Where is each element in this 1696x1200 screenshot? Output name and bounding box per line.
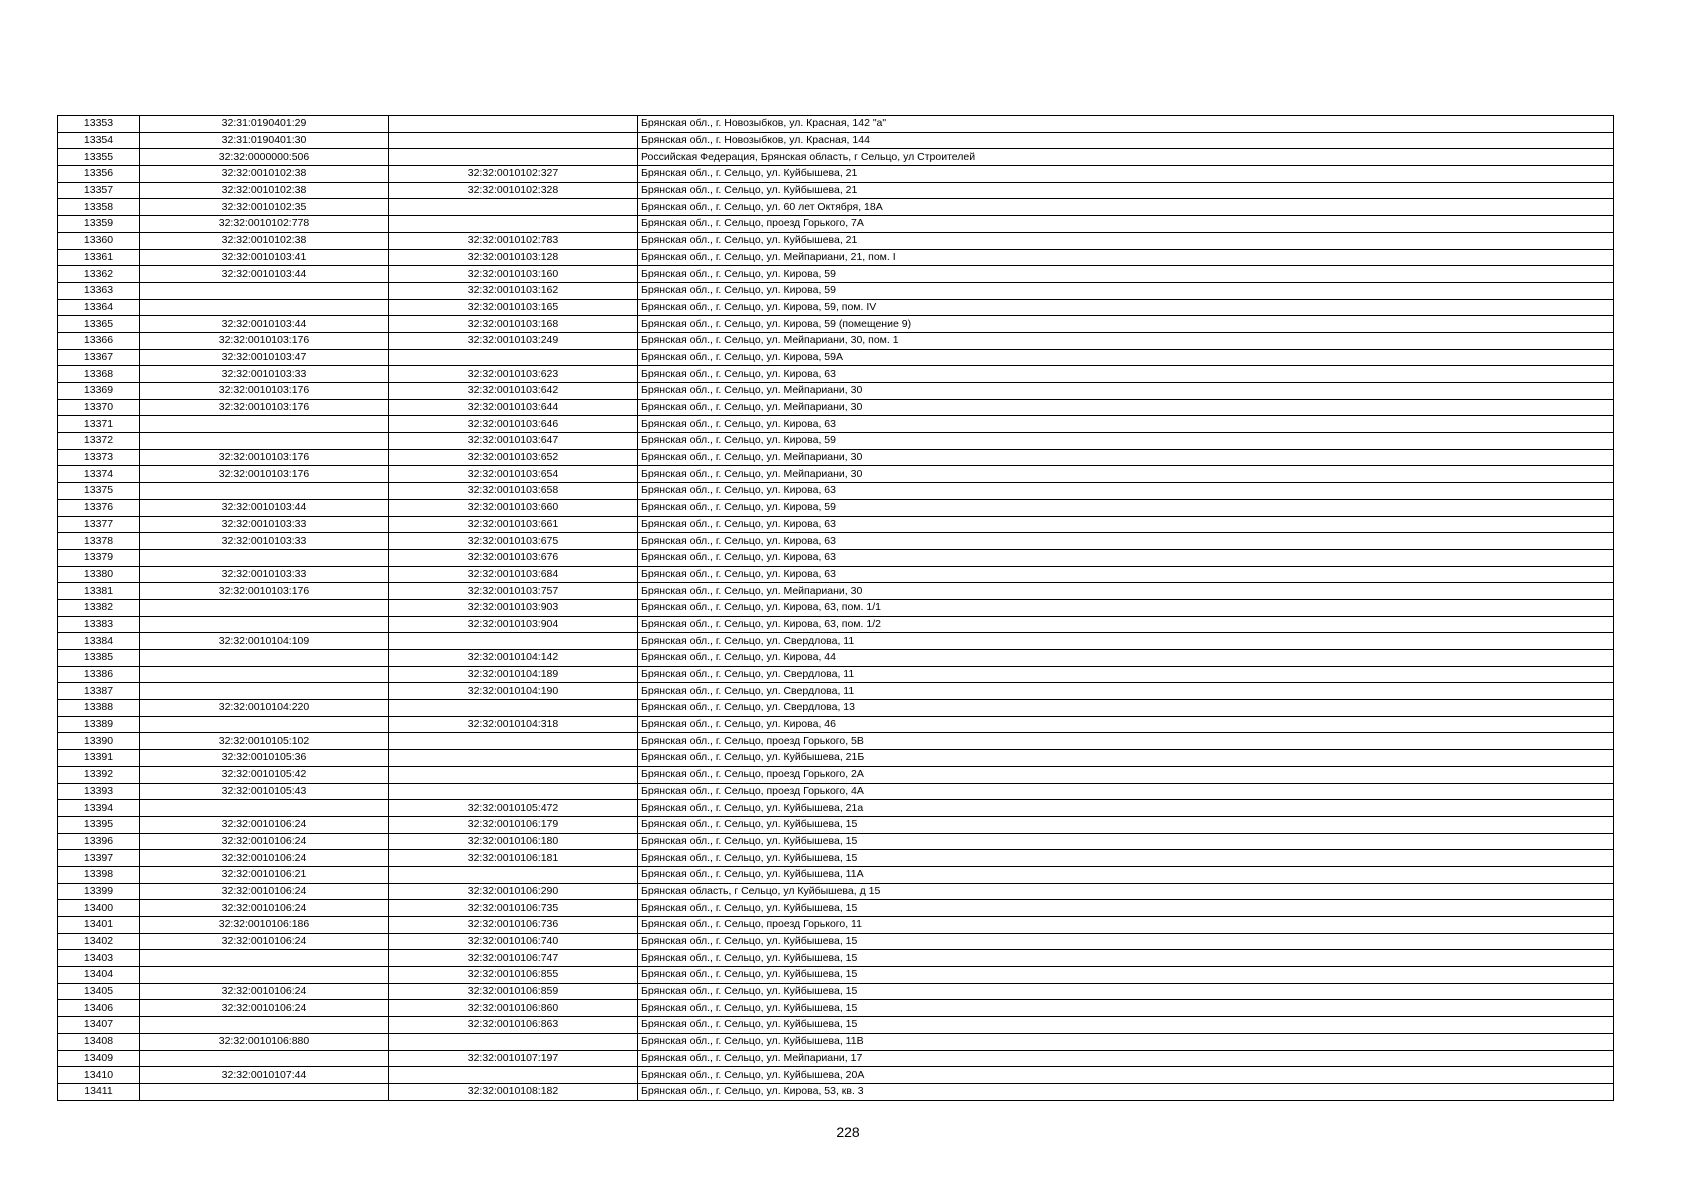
- address-cell: Брянская область, г Сельцо, ул Куйбышева, д 15: [638, 883, 1614, 900]
- row-number-cell: 13373: [58, 449, 140, 466]
- cadastral-number-cell: [389, 766, 638, 783]
- page-number: 228: [836, 1124, 860, 1140]
- cadastral-number-cell: 32:32:0010103:757: [389, 583, 638, 600]
- parent-cadastral-number-cell: 32:32:0010103:33: [140, 566, 389, 583]
- cadastral-number-cell: 32:32:0010106:740: [389, 933, 638, 950]
- table-row: [58, 182, 1614, 199]
- parent-cadastral-number-cell: 32:32:0010106:24: [140, 933, 389, 950]
- parent-cadastral-number-cell: 32:32:0010103:176: [140, 383, 389, 400]
- table-row: [58, 1000, 1614, 1017]
- parent-cadastral-number-cell: [140, 666, 389, 683]
- row-number-cell: 13359: [58, 216, 140, 233]
- table-row: [58, 499, 1614, 516]
- address-cell: Брянская обл., г. Сельцо, ул. Кирова, 59, пом. IV: [638, 299, 1614, 316]
- parent-cadastral-number-cell: [140, 800, 389, 817]
- address-cell: Брянская обл., г. Сельцо, ул. Кирова, 59А: [638, 349, 1614, 366]
- row-number-cell: 13399: [58, 883, 140, 900]
- parent-cadastral-number-cell: 32:32:0010102:38: [140, 232, 389, 249]
- parent-cadastral-number-cell: [140, 549, 389, 566]
- row-number-cell: 13356: [58, 166, 140, 183]
- address-cell: Брянская обл., г. Сельцо, ул. Кирова, 63: [638, 483, 1614, 500]
- address-cell: Брянская обл., г. Сельцо, ул. Кирова, 59: [638, 499, 1614, 516]
- address-cell: Брянская обл., г. Сельцо, ул. Мейпариани, 30: [638, 383, 1614, 400]
- address-cell: Брянская обл., г. Сельцо, ул. Куйбышева, 15: [638, 816, 1614, 833]
- parent-cadastral-number-cell: 32:31:0190401:29: [140, 116, 389, 133]
- cadastral-number-cell: [389, 199, 638, 216]
- cadastral-number-cell: 32:32:0010103:160: [389, 266, 638, 283]
- cadastral-number-cell: 32:32:0010106:180: [389, 833, 638, 850]
- cadastral-number-cell: 32:32:0010103:903: [389, 599, 638, 616]
- parent-cadastral-number-cell: 32:32:0010105:42: [140, 766, 389, 783]
- cadastral-number-cell: 32:32:0010106:747: [389, 950, 638, 967]
- parent-cadastral-number-cell: [140, 1050, 389, 1067]
- address-cell: Брянская обл., г. Сельцо, ул. Куйбышева, 11В: [638, 1033, 1614, 1050]
- parent-cadastral-number-cell: [140, 282, 389, 299]
- parent-cadastral-number-cell: 32:32:0010102:35: [140, 199, 389, 216]
- address-cell: Брянская обл., г. Сельцо, ул. Куйбышева, 21: [638, 232, 1614, 249]
- table-row: [58, 733, 1614, 750]
- address-cell: Брянская обл., г. Сельцо, ул. Кирова, 59: [638, 266, 1614, 283]
- cadastral-number-cell: 32:32:0010103:676: [389, 549, 638, 566]
- address-cell: Брянская обл., г. Сельцо, ул. Мейпариани, 30, пом. 1: [638, 332, 1614, 349]
- cadastral-number-cell: 32:32:0010103:684: [389, 566, 638, 583]
- table-row: [58, 800, 1614, 817]
- row-number-cell: 13360: [58, 232, 140, 249]
- cadastral-number-cell: 32:32:0010108:182: [389, 1083, 638, 1100]
- row-number-cell: 13385: [58, 650, 140, 667]
- row-number-cell: 13371: [58, 416, 140, 433]
- parent-cadastral-number-cell: 32:32:0010102:38: [140, 182, 389, 199]
- row-number-cell: 13394: [58, 800, 140, 817]
- row-number-cell: 13364: [58, 299, 140, 316]
- address-cell: Брянская обл., г. Сельцо, ул. Куйбышева, 21: [638, 166, 1614, 183]
- table-row: [58, 866, 1614, 883]
- table-row: [58, 533, 1614, 550]
- row-number-cell: 13386: [58, 666, 140, 683]
- row-number-cell: 13407: [58, 1017, 140, 1034]
- address-cell: Брянская обл., г. Сельцо, ул. 60 лет Октября, 18А: [638, 199, 1614, 216]
- address-cell: Брянская обл., г. Сельцо, ул. Кирова, 59 (помещение 9): [638, 316, 1614, 333]
- row-number-cell: 13363: [58, 282, 140, 299]
- row-number-cell: 13402: [58, 933, 140, 950]
- parent-cadastral-number-cell: 32:32:0010104:220: [140, 700, 389, 717]
- row-number-cell: 13374: [58, 466, 140, 483]
- row-number-cell: 13392: [58, 766, 140, 783]
- table-row: [58, 850, 1614, 867]
- cadastral-number-cell: 32:32:0010102:783: [389, 232, 638, 249]
- address-cell: Брянская обл., г. Сельцо, ул. Мейпариани, 30: [638, 466, 1614, 483]
- cadastral-number-cell: [389, 216, 638, 233]
- row-number-cell: 13409: [58, 1050, 140, 1067]
- address-cell: Брянская обл., г. Сельцо, ул. Мейпариани, 21, пом. I: [638, 249, 1614, 266]
- parent-cadastral-number-cell: 32:32:0010106:24: [140, 883, 389, 900]
- parent-cadastral-number-cell: 32:32:0010102:38: [140, 166, 389, 183]
- parent-cadastral-number-cell: [140, 299, 389, 316]
- table-row: [58, 116, 1614, 133]
- registry-table: [57, 115, 1614, 1101]
- parent-cadastral-number-cell: 32:32:0010103:176: [140, 449, 389, 466]
- row-number-cell: 13358: [58, 199, 140, 216]
- row-number-cell: 13405: [58, 983, 140, 1000]
- address-cell: Российская Федерация, Брянская область, г Сельцо, ул Строителей: [638, 149, 1614, 166]
- row-number-cell: 13381: [58, 583, 140, 600]
- address-cell: Брянская обл., г. Сельцо, ул. Кирова, 63: [638, 549, 1614, 566]
- cadastral-number-cell: 32:32:0010106:290: [389, 883, 638, 900]
- table-row: [58, 967, 1614, 984]
- cadastral-number-cell: 32:32:0010106:179: [389, 816, 638, 833]
- address-cell: Брянская обл., г. Сельцо, ул. Кирова, 59: [638, 433, 1614, 450]
- address-cell: Брянская обл., г. Сельцо, ул. Кирова, 63: [638, 533, 1614, 550]
- address-cell: Брянская обл., г. Сельцо, ул. Свердлова, 11: [638, 666, 1614, 683]
- table-row: [58, 132, 1614, 149]
- table-row: [58, 282, 1614, 299]
- cadastral-number-cell: 32:32:0010107:197: [389, 1050, 638, 1067]
- parent-cadastral-number-cell: 32:32:0010103:44: [140, 316, 389, 333]
- table-row: [58, 232, 1614, 249]
- cadastral-number-cell: 32:32:0010106:181: [389, 850, 638, 867]
- table-row: [58, 599, 1614, 616]
- row-number-cell: 13384: [58, 633, 140, 650]
- table-row: [58, 766, 1614, 783]
- cadastral-number-cell: [389, 149, 638, 166]
- address-cell: Брянская обл., г. Сельцо, ул. Кирова, 46: [638, 716, 1614, 733]
- cadastral-number-cell: 32:32:0010103:162: [389, 282, 638, 299]
- cadastral-number-cell: 32:32:0010102:328: [389, 182, 638, 199]
- address-cell: Брянская обл., г. Сельцо, ул. Мейпариани, 30: [638, 583, 1614, 600]
- row-number-cell: 13375: [58, 483, 140, 500]
- address-cell: Брянская обл., г. Сельцо, ул. Кирова, 63: [638, 416, 1614, 433]
- address-cell: Брянская обл., г. Сельцо, ул. Кирова, 63, пом. 1/2: [638, 616, 1614, 633]
- address-cell: Брянская обл., г. Сельцо, проезд Горького, 4А: [638, 783, 1614, 800]
- table-row: [58, 299, 1614, 316]
- row-number-cell: 13369: [58, 383, 140, 400]
- parent-cadastral-number-cell: 32:32:0010105:43: [140, 783, 389, 800]
- table-row: [58, 833, 1614, 850]
- parent-cadastral-number-cell: 32:32:0010106:24: [140, 900, 389, 917]
- table-row: [58, 716, 1614, 733]
- parent-cadastral-number-cell: 32:32:0010103:41: [140, 249, 389, 266]
- address-cell: Брянская обл., г. Сельцо, проезд Горького, 5В: [638, 733, 1614, 750]
- cadastral-number-cell: [389, 750, 638, 767]
- row-number-cell: 13362: [58, 266, 140, 283]
- address-cell: Брянская обл., г. Сельцо, ул. Куйбышева, 15: [638, 967, 1614, 984]
- row-number-cell: 13376: [58, 499, 140, 516]
- row-number-cell: 13361: [58, 249, 140, 266]
- cadastral-number-cell: 32:32:0010103:660: [389, 499, 638, 516]
- address-cell: Брянская обл., г. Сельцо, ул. Куйбышева, 15: [638, 933, 1614, 950]
- cadastral-number-cell: 32:32:0010103:165: [389, 299, 638, 316]
- cadastral-number-cell: 32:32:0010105:472: [389, 800, 638, 817]
- row-number-cell: 13404: [58, 967, 140, 984]
- parent-cadastral-number-cell: [140, 683, 389, 700]
- address-cell: Брянская обл., г. Сельцо, ул. Куйбышева, 21: [638, 182, 1614, 199]
- cadastral-number-cell: 32:32:0010102:327: [389, 166, 638, 183]
- table-row: [58, 383, 1614, 400]
- row-number-cell: 13408: [58, 1033, 140, 1050]
- cadastral-number-cell: [389, 116, 638, 133]
- address-cell: Брянская обл., г. Новозыбков, ул. Красная, 144: [638, 132, 1614, 149]
- table-row: [58, 683, 1614, 700]
- cadastral-number-cell: 32:32:0010103:661: [389, 516, 638, 533]
- cadastral-number-cell: 32:32:0010103:644: [389, 399, 638, 416]
- table-row: [58, 349, 1614, 366]
- row-number-cell: 13355: [58, 149, 140, 166]
- cadastral-number-cell: 32:32:0010103:654: [389, 466, 638, 483]
- parent-cadastral-number-cell: [140, 1017, 389, 1034]
- parent-cadastral-number-cell: 32:32:0010106:24: [140, 833, 389, 850]
- parent-cadastral-number-cell: 32:32:0010106:880: [140, 1033, 389, 1050]
- table-row: [58, 816, 1614, 833]
- cadastral-number-cell: [389, 700, 638, 717]
- row-number-cell: 13393: [58, 783, 140, 800]
- address-cell: Брянская обл., г. Сельцо, проезд Горького, 2А: [638, 766, 1614, 783]
- row-number-cell: 13368: [58, 366, 140, 383]
- table-row: [58, 917, 1614, 934]
- parent-cadastral-number-cell: 32:32:0010106:24: [140, 983, 389, 1000]
- address-cell: Брянская обл., г. Сельцо, проезд Горького, 11: [638, 917, 1614, 934]
- address-cell: Брянская обл., г. Сельцо, ул. Кирова, 53, кв. 3: [638, 1083, 1614, 1100]
- address-cell: Брянская обл., г. Сельцо, ул. Свердлова, 11: [638, 633, 1614, 650]
- row-number-cell: 13379: [58, 549, 140, 566]
- table-row: [58, 433, 1614, 450]
- cadastral-number-cell: [389, 783, 638, 800]
- row-number-cell: 13365: [58, 316, 140, 333]
- cadastral-number-cell: [389, 1033, 638, 1050]
- address-cell: Брянская обл., г. Сельцо, ул. Мейпариани, 30: [638, 449, 1614, 466]
- parent-cadastral-number-cell: 32:32:0010104:109: [140, 633, 389, 650]
- parent-cadastral-number-cell: 32:32:0010107:44: [140, 1067, 389, 1084]
- row-number-cell: 13377: [58, 516, 140, 533]
- address-cell: Брянская обл., г. Сельцо, ул. Свердлова, 11: [638, 683, 1614, 700]
- table-row: [58, 1017, 1614, 1034]
- row-number-cell: 13380: [58, 566, 140, 583]
- cadastral-number-cell: [389, 866, 638, 883]
- parent-cadastral-number-cell: [140, 483, 389, 500]
- table-row: [58, 983, 1614, 1000]
- table-row: [58, 1083, 1614, 1100]
- cadastral-number-cell: 32:32:0010103:675: [389, 533, 638, 550]
- row-number-cell: 13357: [58, 182, 140, 199]
- cadastral-number-cell: 32:32:0010106:863: [389, 1017, 638, 1034]
- row-number-cell: 13410: [58, 1067, 140, 1084]
- cadastral-number-cell: 32:32:0010106:860: [389, 1000, 638, 1017]
- row-number-cell: 13354: [58, 132, 140, 149]
- parent-cadastral-number-cell: 32:32:0010106:186: [140, 917, 389, 934]
- address-cell: Брянская обл., г. Сельцо, ул. Куйбышева, 21Б: [638, 750, 1614, 767]
- row-number-cell: 13397: [58, 850, 140, 867]
- parent-cadastral-number-cell: 32:32:0010103:176: [140, 466, 389, 483]
- row-number-cell: 13401: [58, 917, 140, 934]
- registry-table-body: [58, 116, 1614, 1101]
- parent-cadastral-number-cell: [140, 416, 389, 433]
- table-row: [58, 950, 1614, 967]
- table-row: [58, 149, 1614, 166]
- address-cell: Брянская обл., г. Сельцо, ул. Куйбышева, 20А: [638, 1067, 1614, 1084]
- parent-cadastral-number-cell: 32:32:0010106:21: [140, 866, 389, 883]
- cadastral-number-cell: 32:32:0010103:623: [389, 366, 638, 383]
- parent-cadastral-number-cell: 32:32:0010106:24: [140, 816, 389, 833]
- table-row: [58, 266, 1614, 283]
- parent-cadastral-number-cell: 32:32:0010102:778: [140, 216, 389, 233]
- parent-cadastral-number-cell: 32:32:0010103:176: [140, 399, 389, 416]
- row-number-cell: 13390: [58, 733, 140, 750]
- parent-cadastral-number-cell: [140, 716, 389, 733]
- table-row: [58, 416, 1614, 433]
- row-number-cell: 13387: [58, 683, 140, 700]
- row-number-cell: 13372: [58, 433, 140, 450]
- row-number-cell: 13367: [58, 349, 140, 366]
- table-row: [58, 900, 1614, 917]
- cadastral-number-cell: 32:32:0010106:859: [389, 983, 638, 1000]
- row-number-cell: 13406: [58, 1000, 140, 1017]
- table-row: [58, 650, 1614, 667]
- address-cell: Брянская обл., г. Сельцо, ул. Мейпариани, 30: [638, 399, 1614, 416]
- table-row: [58, 1033, 1614, 1050]
- table-row: [58, 666, 1614, 683]
- parent-cadastral-number-cell: 32:32:0010103:33: [140, 366, 389, 383]
- address-cell: Брянская обл., г. Сельцо, ул. Кирова, 44: [638, 650, 1614, 667]
- address-cell: Брянская обл., г. Сельцо, ул. Куйбышева, 15: [638, 900, 1614, 917]
- table-row: [58, 466, 1614, 483]
- cadastral-number-cell: 32:32:0010104:189: [389, 666, 638, 683]
- cadastral-number-cell: [389, 132, 638, 149]
- parent-cadastral-number-cell: 32:32:0010106:24: [140, 1000, 389, 1017]
- row-number-cell: 13403: [58, 950, 140, 967]
- table-row: [58, 783, 1614, 800]
- parent-cadastral-number-cell: [140, 599, 389, 616]
- parent-cadastral-number-cell: 32:32:0010103:33: [140, 533, 389, 550]
- table-row: [58, 216, 1614, 233]
- parent-cadastral-number-cell: [140, 650, 389, 667]
- table-row: [58, 1050, 1614, 1067]
- table-row: [58, 166, 1614, 183]
- cadastral-number-cell: 32:32:0010104:142: [389, 650, 638, 667]
- table-row: [58, 883, 1614, 900]
- parent-cadastral-number-cell: 32:32:0010103:44: [140, 499, 389, 516]
- row-number-cell: 13366: [58, 332, 140, 349]
- cadastral-number-cell: 32:32:0010106:855: [389, 967, 638, 984]
- cadastral-number-cell: [389, 633, 638, 650]
- cadastral-number-cell: 32:32:0010106:736: [389, 917, 638, 934]
- row-number-cell: 13411: [58, 1083, 140, 1100]
- row-number-cell: 13382: [58, 599, 140, 616]
- address-cell: Брянская обл., г. Сельцо, ул. Куйбышева, 15: [638, 850, 1614, 867]
- address-cell: Брянская обл., г. Сельцо, проезд Горького, 7А: [638, 216, 1614, 233]
- cadastral-number-cell: 32:32:0010104:190: [389, 683, 638, 700]
- cadastral-number-cell: 32:32:0010103:647: [389, 433, 638, 450]
- address-cell: Брянская обл., г. Сельцо, ул. Свердлова, 13: [638, 700, 1614, 717]
- address-cell: Брянская обл., г. Сельцо, ул. Куйбышева, 11А: [638, 866, 1614, 883]
- parent-cadastral-number-cell: [140, 616, 389, 633]
- address-cell: Брянская обл., г. Сельцо, ул. Кирова, 63: [638, 516, 1614, 533]
- table-row: [58, 616, 1614, 633]
- parent-cadastral-number-cell: 32:32:0010103:176: [140, 332, 389, 349]
- table-row: [58, 583, 1614, 600]
- parent-cadastral-number-cell: 32:32:0010106:24: [140, 850, 389, 867]
- address-cell: Брянская обл., г. Сельцо, ул. Кирова, 59: [638, 282, 1614, 299]
- cadastral-number-cell: 32:32:0010103:652: [389, 449, 638, 466]
- table-row: [58, 316, 1614, 333]
- parent-cadastral-number-cell: 32:31:0190401:30: [140, 132, 389, 149]
- table-row: [58, 366, 1614, 383]
- address-cell: Брянская обл., г. Сельцо, ул. Кирова, 63: [638, 366, 1614, 383]
- address-cell: Брянская обл., г. Сельцо, ул. Куйбышева, 15: [638, 1017, 1614, 1034]
- parent-cadastral-number-cell: 32:32:0010103:33: [140, 516, 389, 533]
- parent-cadastral-number-cell: 32:32:0010105:102: [140, 733, 389, 750]
- cadastral-number-cell: [389, 1067, 638, 1084]
- row-number-cell: 13389: [58, 716, 140, 733]
- row-number-cell: 13396: [58, 833, 140, 850]
- row-number-cell: 13383: [58, 616, 140, 633]
- cadastral-number-cell: 32:32:0010103:904: [389, 616, 638, 633]
- address-cell: Брянская обл., г. Сельцо, ул. Куйбышева, 15: [638, 983, 1614, 1000]
- table-row: [58, 399, 1614, 416]
- table-row: [58, 933, 1614, 950]
- cadastral-number-cell: 32:32:0010103:249: [389, 332, 638, 349]
- table-row: [58, 249, 1614, 266]
- row-number-cell: 13400: [58, 900, 140, 917]
- table-row: [58, 566, 1614, 583]
- address-cell: Брянская обл., г. Сельцо, ул. Мейпариани, 17: [638, 1050, 1614, 1067]
- parent-cadastral-number-cell: [140, 1083, 389, 1100]
- table-row: [58, 516, 1614, 533]
- table-row: [58, 633, 1614, 650]
- cadastral-number-cell: 32:32:0010103:646: [389, 416, 638, 433]
- cadastral-number-cell: [389, 349, 638, 366]
- table-row: [58, 199, 1614, 216]
- row-number-cell: 13388: [58, 700, 140, 717]
- address-cell: Брянская обл., г. Новозыбков, ул. Красная, 142 "а": [638, 116, 1614, 133]
- parent-cadastral-number-cell: [140, 950, 389, 967]
- row-number-cell: 13391: [58, 750, 140, 767]
- address-cell: Брянская обл., г. Сельцо, ул. Куйбышева, 15: [638, 833, 1614, 850]
- parent-cadastral-number-cell: 32:32:0010103:176: [140, 583, 389, 600]
- table-row: [58, 449, 1614, 466]
- parent-cadastral-number-cell: 32:32:0010103:47: [140, 349, 389, 366]
- address-cell: Брянская обл., г. Сельцо, ул. Куйбышева, 21а: [638, 800, 1614, 817]
- table-row: [58, 700, 1614, 717]
- row-number-cell: 13398: [58, 866, 140, 883]
- address-cell: Брянская обл., г. Сельцо, ул. Куйбышева, 15: [638, 950, 1614, 967]
- address-cell: Брянская обл., г. Сельцо, ул. Кирова, 63, пом. 1/1: [638, 599, 1614, 616]
- cadastral-number-cell: 32:32:0010103:168: [389, 316, 638, 333]
- table-row: [58, 483, 1614, 500]
- row-number-cell: 13370: [58, 399, 140, 416]
- cadastral-number-cell: 32:32:0010103:642: [389, 383, 638, 400]
- row-number-cell: 13395: [58, 816, 140, 833]
- cadastral-number-cell: [389, 733, 638, 750]
- row-number-cell: 13378: [58, 533, 140, 550]
- parent-cadastral-number-cell: [140, 967, 389, 984]
- cadastral-number-cell: 32:32:0010103:128: [389, 249, 638, 266]
- parent-cadastral-number-cell: 32:32:0010105:36: [140, 750, 389, 767]
- parent-cadastral-number-cell: 32:32:0010103:44: [140, 266, 389, 283]
- table-row: [58, 750, 1614, 767]
- cadastral-number-cell: 32:32:0010103:658: [389, 483, 638, 500]
- table-row: [58, 549, 1614, 566]
- address-cell: Брянская обл., г. Сельцо, ул. Кирова, 63: [638, 566, 1614, 583]
- row-number-cell: 13353: [58, 116, 140, 133]
- cadastral-number-cell: 32:32:0010104:318: [389, 716, 638, 733]
- address-cell: Брянская обл., г. Сельцо, ул. Куйбышева, 15: [638, 1000, 1614, 1017]
- table-row: [58, 1067, 1614, 1084]
- table-row: [58, 332, 1614, 349]
- cadastral-number-cell: 32:32:0010106:735: [389, 900, 638, 917]
- parent-cadastral-number-cell: [140, 433, 389, 450]
- parent-cadastral-number-cell: 32:32:0000000:506: [140, 149, 389, 166]
